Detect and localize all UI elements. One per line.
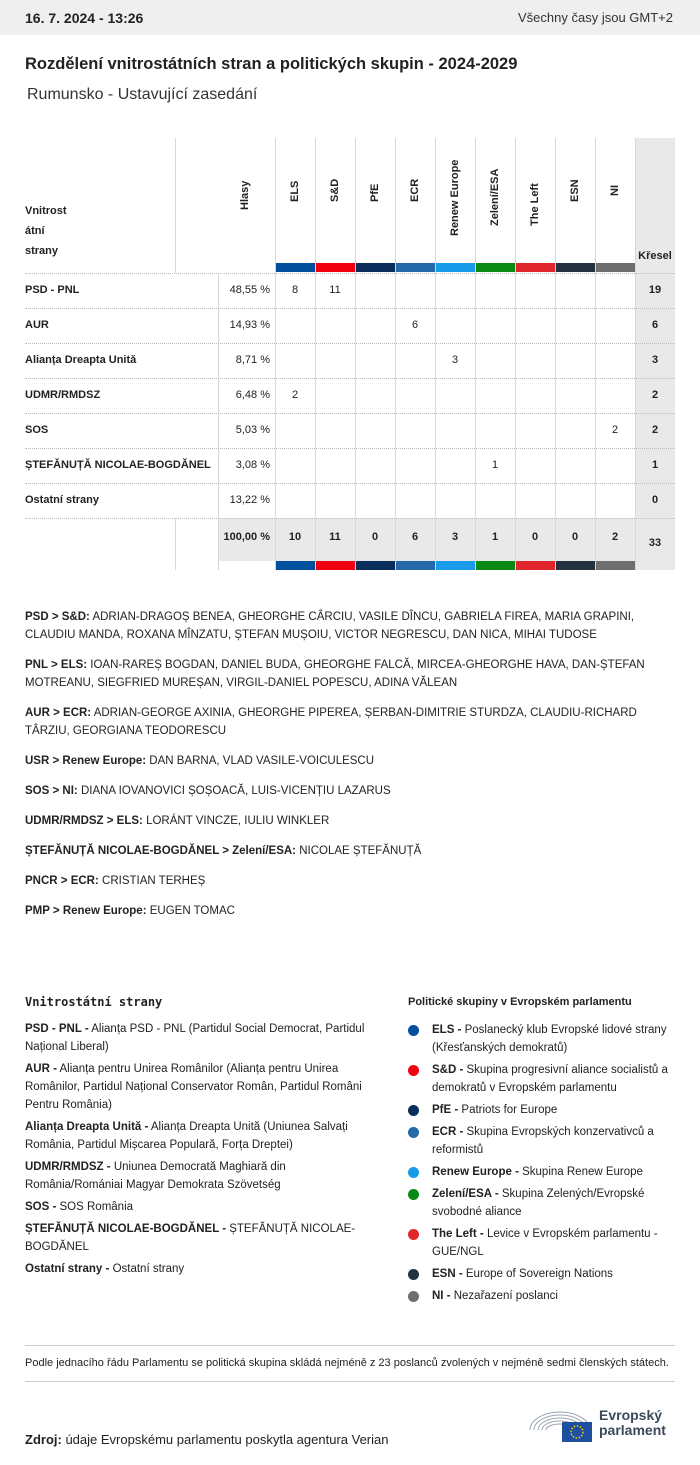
row-votes: 14,93 % (229, 319, 270, 331)
row-party-name: PSD - PNL (25, 284, 80, 296)
member-entry (25, 842, 655, 860)
group-color-bar (556, 263, 595, 272)
member-entry-prefix: PNL > ELS: (25, 659, 88, 671)
group-color-bar (356, 561, 395, 570)
party-legend-item (25, 1118, 370, 1154)
row-cell (555, 448, 595, 483)
group-legend-abbr: Renew Europe - (432, 1166, 519, 1178)
total-cell: 10 (288, 531, 302, 543)
row-cell (395, 378, 435, 413)
row-cell (515, 308, 555, 343)
row-cell (355, 378, 395, 413)
member-entry-prefix: UDMR/RMDSZ > ELS: (25, 815, 143, 827)
row-cell: 1 (491, 459, 499, 471)
group-legend-abbr: ECR - (432, 1126, 464, 1138)
group-color-bar (476, 561, 515, 570)
row-cell (395, 413, 435, 448)
total-cell: 0 (531, 531, 539, 543)
page-subtitle: Rumunsko - Ustavující zasedání (27, 86, 258, 103)
total-seats: 33 (648, 537, 662, 549)
group-legend-abbr: Zelení/ESA - (432, 1188, 499, 1200)
row-cell (435, 448, 475, 483)
group-dot-icon (408, 1167, 419, 1178)
group-legend-item (408, 1163, 675, 1181)
group-header-2: PfE (369, 183, 381, 202)
row-seats: 19 (648, 284, 662, 296)
group-dot-icon (408, 1229, 419, 1240)
group-header-7: ESN (569, 179, 581, 202)
party-column-header: Vnitrost átní strany (25, 205, 67, 257)
group-color-bar (516, 263, 555, 272)
group-color-bar (316, 263, 355, 272)
member-entry-names: LORÁNT VINCZE, IULIU WINKLER (146, 815, 330, 827)
row-cell: 11 (329, 284, 341, 296)
member-entry-names: CRISTIAN TERHEȘ (102, 875, 206, 887)
group-color-bar (476, 263, 515, 272)
row-cell (355, 308, 395, 343)
row-cell (475, 273, 515, 308)
row-cell (275, 413, 315, 448)
row-cell (315, 378, 355, 413)
row-cell (435, 308, 475, 343)
row-cell (475, 413, 515, 448)
row-cell (595, 448, 635, 483)
row-cell (435, 273, 475, 308)
votes-column-header: Hlasy (239, 180, 251, 210)
row-cell (475, 378, 515, 413)
grid-hline (25, 518, 675, 519)
party-legend-full: Alianța Dreapta Unită (Uniunea Salvați România, Partidul Mișcarea Populară, Forța Dreptei) (25, 1121, 348, 1151)
member-entry (25, 608, 655, 644)
party-legend-item (25, 1060, 370, 1114)
total-votes: 100,00 % (223, 531, 270, 543)
total-cell: 6 (411, 531, 419, 543)
row-cell (475, 308, 515, 343)
group-header-1: S&D (329, 178, 341, 202)
group-header-5: Zelení/ESA (489, 168, 501, 226)
group-header-4: Renew Europe (449, 159, 461, 236)
group-legend-full: Europe of Sovereign Nations (465, 1268, 613, 1280)
party-legend-full: Uniunea Democrată Maghiară din România/Romániai Magyar Demokrata Szövetség (25, 1161, 286, 1191)
member-entry (25, 812, 655, 830)
row-cell: 3 (451, 354, 459, 366)
row-seats: 1 (651, 459, 659, 471)
member-entry-names: IOAN-RAREȘ BOGDAN, DANIEL BUDA, GHEORGHE FALCĂ, MIRCEA-GHEORGHE HAVA, DAN-ȘTEFAN MOTREANU, SIEGFRIED MUREȘAN, VIRGIL-DANIEL POPESCU, ADINA VĂLEAN (25, 659, 645, 689)
group-legend-full: Skupina Evropských konzervativců a reformistů (432, 1126, 654, 1156)
group-legend-full: Poslanecký klub Evropské lidové strany (Křesťanských demokratů) (432, 1024, 667, 1054)
total-cell: 3 (451, 531, 459, 543)
rules-note: Podle jednacího řádu Parlamentu se politická skupina skládá nejméně z 23 poslanců zvolených v nejméně sedmi členských státech. (25, 1345, 675, 1382)
group-color-bar (396, 561, 435, 570)
row-cell: 2 (291, 389, 299, 401)
row-cell (395, 273, 435, 308)
member-entry (25, 656, 655, 692)
row-cell (275, 343, 315, 378)
row-party-name: SOS (25, 424, 49, 436)
group-legend-abbr: ESN - (432, 1268, 463, 1280)
source-text: údaje Evropskému parlamentu poskytla agentura Verian (65, 1432, 389, 1447)
row-votes: 13,22 % (229, 494, 270, 506)
row-cell: 6 (411, 319, 419, 331)
group-color-bar (436, 263, 475, 272)
row-cell (595, 273, 635, 308)
row-seats: 2 (651, 424, 659, 436)
party-legend-item (25, 1198, 370, 1216)
group-legend-full: Skupina Renew Europe (522, 1166, 643, 1178)
row-cell (315, 413, 355, 448)
group-dot-icon (408, 1105, 419, 1116)
row-cell (555, 413, 595, 448)
logo-line-2: parlament (599, 1422, 666, 1438)
party-legend-full: Ostatní strany (112, 1263, 185, 1275)
row-cell (315, 483, 355, 518)
row-votes: 8,71 % (235, 354, 270, 366)
member-entry-names: DAN BARNA, VLAD VASILE-VOICULESCU (149, 755, 375, 767)
ep-hemicycle-icon (528, 1406, 598, 1446)
row-cell (315, 308, 355, 343)
row-cell (315, 448, 355, 483)
logo-line-1: Evropský (599, 1407, 663, 1423)
row-cell (555, 378, 595, 413)
row-cell (515, 378, 555, 413)
group-legend-full: Skupina Zelených/Evropské svobodné aliance (432, 1188, 645, 1218)
row-votes: 48,55 % (229, 284, 270, 296)
row-cell: 8 (291, 284, 299, 296)
total-cell: 1 (491, 531, 499, 543)
group-legend-full: Nezařazení poslanci (453, 1290, 558, 1302)
row-cell (275, 448, 315, 483)
group-legend-item (408, 1265, 675, 1283)
row-cell (435, 413, 475, 448)
row-cell (275, 308, 315, 343)
member-entry-prefix: AUR > ECR: (25, 707, 92, 719)
member-entry (25, 902, 655, 920)
group-color-bar (436, 561, 475, 570)
group-legend-item (408, 1021, 675, 1057)
national-parties-legend-title: Vnitrostátní strany (25, 995, 163, 1009)
member-entry-prefix: PNCR > ECR: (25, 875, 99, 887)
row-cell (595, 343, 635, 378)
total-cell: 2 (611, 531, 619, 543)
group-header-3: ECR (409, 178, 421, 202)
group-legend-abbr: S&D - (432, 1064, 464, 1076)
row-votes: 5,03 % (235, 424, 270, 436)
party-legend-abbr: PSD - PNL - (25, 1023, 89, 1035)
group-header-6: The Left (529, 183, 541, 226)
top-bar (0, 0, 700, 35)
party-legend-abbr: AUR - (25, 1063, 57, 1075)
row-party-name: ȘTEFĂNUȚĂ NICOLAE-BOGDĂNEL (25, 459, 211, 471)
source-label: Zdroj: (25, 1432, 62, 1447)
row-cell: 2 (611, 424, 619, 436)
party-legend-item (25, 1220, 370, 1256)
member-entry-names: ADRIAN-GEORGE AXINIA, GHEORGHE PIPEREA, ȘERBAN-DIMITRIE STURDZA, CLAUDIU-RICHARD TÂRZIU, GEORGIANA TEODORESCU (25, 707, 637, 737)
member-entry-names: NICOLAE ȘTEFĂNUȚĂ (299, 845, 422, 857)
group-legend-item (408, 1101, 675, 1119)
members-list (25, 608, 655, 932)
row-votes: 3,08 % (235, 459, 270, 471)
group-legend-full: Skupina progresivní aliance socialistů a demokratů v Evropském parlamentu (432, 1064, 668, 1094)
party-legend-full: SOS România (59, 1201, 134, 1213)
group-legend-item (408, 1225, 675, 1261)
party-legend-abbr: SOS - (25, 1201, 57, 1213)
party-legend-full: ȘTEFĂNUȚĂ NICOLAE-BOGDĂNEL (25, 1223, 356, 1253)
group-legend-abbr: The Left - (432, 1228, 484, 1240)
member-entry (25, 704, 655, 740)
member-entry-prefix: PMP > Renew Europe: (25, 905, 147, 917)
row-cell (555, 308, 595, 343)
row-cell (355, 413, 395, 448)
grid-vline (218, 518, 219, 570)
row-cell (555, 343, 595, 378)
row-cell (475, 343, 515, 378)
group-dot-icon (408, 1269, 419, 1280)
row-cell (515, 448, 555, 483)
row-seats: 2 (651, 389, 659, 401)
row-cell (395, 448, 435, 483)
group-legend-abbr: PfE - (432, 1104, 459, 1116)
member-entry (25, 782, 655, 800)
row-cell (515, 483, 555, 518)
group-legend-full: Patriots for Europe (461, 1104, 558, 1116)
timestamp: 16. 7. 2024 - 13:26 (25, 9, 144, 26)
row-cell (355, 448, 395, 483)
party-legend-item (25, 1158, 370, 1194)
political-groups-legend (408, 993, 675, 1309)
group-color-bar (556, 561, 595, 570)
group-dot-icon (408, 1127, 419, 1138)
member-entry-names: DIANA IOVANOVICI ȘOȘOACĂ, LUIS-VICENȚIU LAZARUS (80, 785, 391, 797)
group-header-8: NI (609, 184, 621, 196)
total-cell: 11 (329, 531, 341, 543)
page-title: Rozdělení vnitrostátních stran a politických skupin - 2024-2029 (25, 55, 518, 73)
political-groups-legend-title: Politické skupiny v Evropském parlamentu (408, 996, 632, 1008)
row-party-name: AUR (25, 319, 49, 331)
row-seats: 3 (651, 354, 659, 366)
results-table (25, 138, 675, 570)
member-entry-names: EUGEN TOMAC (149, 905, 235, 917)
row-cell (435, 378, 475, 413)
seats-column-header: Křesel (638, 250, 672, 262)
row-cell (555, 273, 595, 308)
row-cell (595, 483, 635, 518)
group-color-bar (396, 263, 435, 272)
group-legend-item (408, 1185, 675, 1221)
group-color-bar (276, 263, 315, 272)
member-entry (25, 752, 655, 770)
row-cell (395, 343, 435, 378)
row-cell (515, 273, 555, 308)
row-seats: 6 (651, 319, 659, 331)
group-dot-icon (408, 1189, 419, 1200)
member-entry-prefix: SOS > NI: (25, 785, 78, 797)
row-cell (355, 343, 395, 378)
party-legend-item (25, 1020, 370, 1056)
source-line (25, 1432, 388, 1447)
group-color-bar (356, 263, 395, 272)
group-legend-item (408, 1061, 675, 1097)
group-dot-icon (408, 1065, 419, 1076)
party-legend-abbr: Ostatní strany - (25, 1263, 110, 1275)
grid-vline (218, 273, 219, 518)
total-cell: 0 (571, 531, 579, 543)
party-legend-full: Alianța pentru Unirea Românilor (Alianța pentru Unirea Românilor, Partidul Național Conservator Român, Partidul Români Pentru România) (25, 1063, 362, 1111)
group-color-bar (316, 561, 355, 570)
party-legend-abbr: ȘTEFĂNUȚĂ NICOLAE-BOGDĂNEL - (25, 1223, 227, 1235)
timezone-note: Všechny časy jsou GMT+2 (518, 10, 673, 25)
group-color-bar (596, 561, 635, 570)
party-legend-item (25, 1260, 370, 1278)
row-cell (555, 483, 595, 518)
row-cell (515, 343, 555, 378)
national-parties-legend (25, 993, 370, 1282)
member-entry-prefix: USR > Renew Europe: (25, 755, 147, 767)
row-votes: 6,48 % (235, 389, 270, 401)
group-header-0: ELS (289, 180, 301, 202)
ep-logo (528, 1406, 678, 1446)
party-legend-abbr: Alianța Dreapta Unită - (25, 1121, 149, 1133)
group-legend-full: Levice v Evropském parlamentu - GUE/NGL (432, 1228, 658, 1258)
row-cell (475, 483, 515, 518)
row-cell (275, 483, 315, 518)
group-legend-abbr: NI - (432, 1290, 451, 1302)
grid-vline (175, 138, 176, 273)
row-cell (315, 343, 355, 378)
group-color-bar (276, 561, 315, 570)
group-dot-icon (408, 1025, 419, 1036)
row-cell (355, 273, 395, 308)
total-cell: 0 (371, 531, 379, 543)
member-entry (25, 872, 655, 890)
group-legend-item (408, 1123, 675, 1159)
row-cell (595, 308, 635, 343)
row-cell (395, 483, 435, 518)
group-dot-icon (408, 1291, 419, 1302)
group-legend-abbr: ELS - (432, 1024, 462, 1036)
row-party-name: UDMR/RMDSZ (25, 389, 101, 401)
row-party-name: Alianța Dreapta Unită (25, 354, 137, 366)
row-cell (435, 483, 475, 518)
group-legend-item (408, 1287, 675, 1305)
group-color-bar (516, 561, 555, 570)
row-seats: 0 (651, 494, 659, 506)
row-cell (515, 413, 555, 448)
party-legend-abbr: UDMR/RMDSZ - (25, 1161, 111, 1173)
row-party-name: Ostatní strany (25, 494, 99, 506)
row-cell (355, 483, 395, 518)
member-entry-names: ADRIAN-DRAGOȘ BENEA, GHEORGHE CÂRCIU, VASILE DÎNCU, GABRIELA FIREA, MARIA GRAPINI, CLAUDIU MANDA, ROXANA MÎNZATU, ȘTEFAN MUȘOIU, VICTOR NEGRESCU, DAN NICA, MIHAI TUDOSE (25, 611, 635, 641)
member-entry-prefix: PSD > S&D: (25, 611, 90, 623)
member-entry-prefix: ȘTEFĂNUȚĂ NICOLAE-BOGDĂNEL > Zelení/ESA: (25, 845, 297, 857)
party-legend-full: Alianța PSD - PNL (Partidul Social Democrat, Partidul Național Liberal) (25, 1023, 365, 1053)
row-cell (595, 378, 635, 413)
group-color-bar (596, 263, 635, 272)
grid-vline (175, 518, 176, 570)
